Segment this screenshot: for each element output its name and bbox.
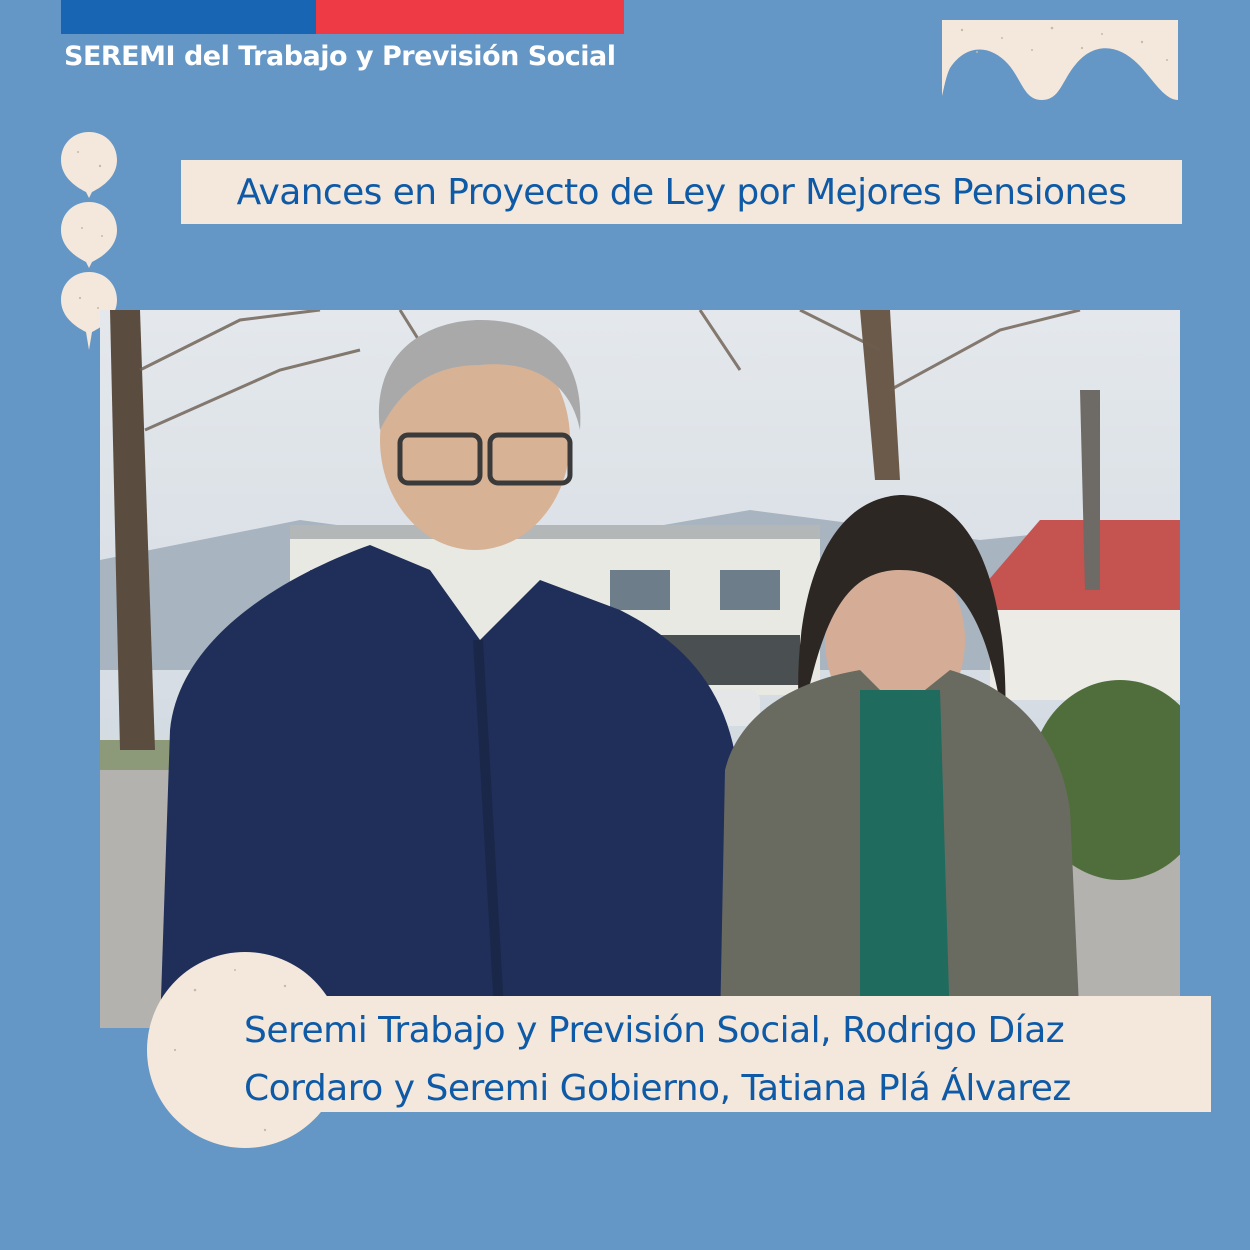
page-title: Avances en Proyecto de Ley por Mejores Pensiones: [236, 171, 1127, 213]
officials-photo: [100, 310, 1180, 1028]
photo-illustration: [100, 310, 1180, 1028]
organization-name: SEREMI del Trabajo y Previsión Social: [64, 41, 616, 72]
photo-caption: Seremi Trabajo y Previsión Social, Rodrigo Díaz Cordaro y Seremi Gobierno, Tatiana Plá Álvarez: [244, 1010, 1071, 1109]
caption-banner: [180, 996, 1211, 1112]
wave-decoration-icon: [942, 20, 1178, 102]
flag-red-segment: [316, 0, 624, 34]
flag-stripe: [61, 0, 624, 34]
flag-blue-segment: [61, 0, 316, 34]
title-banner: [181, 160, 1182, 224]
